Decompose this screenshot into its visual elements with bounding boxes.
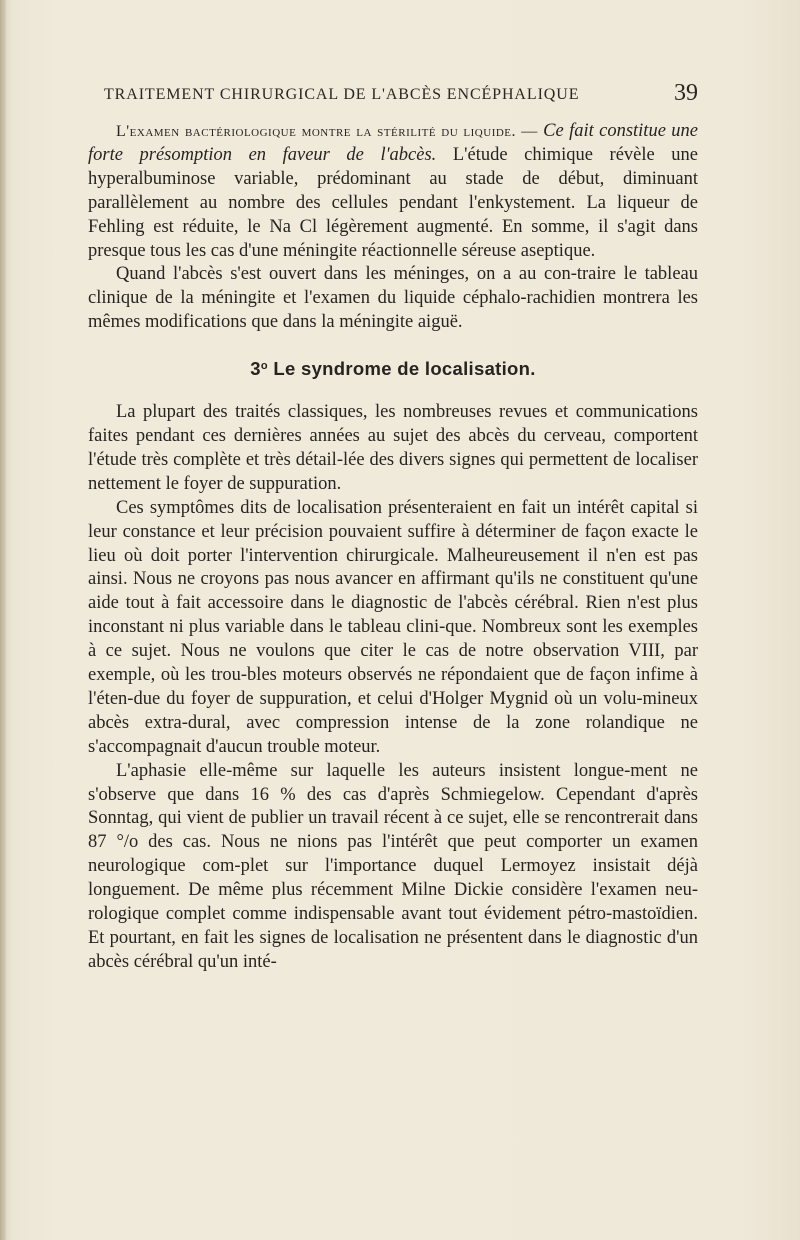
paragraph-localisation-symptoms: Ces symptômes dits de localisation présenteraient en fait un intérêt capital si leur constance et leur précision pouvaient suffire à déterminer de façon exacte le lieu où doit porter l'intervention chirurgicale. Malheureusement il n'en est pas ainsi. Nous ne croyons pas nous avancer en affirmant qu'ils ne constituent qu'une aide tout à fait accessoire dans le diagnostic de l'abcès cérébral. Rien n'est plus inconstant ni plus variable dans le tableau clini-que. Nombreux sont les exemples à ce sujet. Nous ne voulons que citer le cas de notre observation VIII, par exemple, où les trou-bles moteurs observés ne répondaient que de façon infime à l'éten-due du foyer de suppuration, et celui d'Holger Mygnid où un volu-mineux abcès extra-dural, avec compression intense de la zone rolandique ne s'accompagnait d'aucun trouble moteur. <box>88 497 698 757</box>
section-degree: o <box>260 360 268 373</box>
paragraph-lead: L'examen bactériologique montre la stérilité du liquide. — <box>116 123 538 140</box>
paragraph-meninges: Quand l'abcès s'est ouvert dans les méninges, on a au con-traire le tableau clinique de la méningite et l'examen du liquide céphalo-rachidien montrera les mêmes modifications que dans la méningite aiguë. <box>88 264 698 333</box>
page-number: 39 <box>674 80 698 106</box>
body-text <box>88 120 698 975</box>
section-title: Le syndrome de localisation. <box>267 358 536 380</box>
page-header <box>104 80 698 110</box>
paragraph-text: L'étude chimique révèle une hyperalbuminose variable, prédominant au stade de début, diminuant parallèlement au nombre des cellules pendant l'enkystement. La liqueur de Fehling est réduite, le Na Cl légèrement augmenté. En somme, il s'agit dans presque tous les cas d'une méningite réactionnelle séreuse aseptique. <box>88 144 699 261</box>
binding-edge <box>0 0 6 1240</box>
section-number: 3 <box>250 358 261 380</box>
paragraph-bacteriology <box>88 120 698 263</box>
paragraph-classical-treatises: La plupart des traités classiques, les nombreuses revues et communications faites pendant ces dernières années au sujet des abcès du cerveau, comportent l'étude très complète et très détail-lée des divers signes qui permettent de localiser nettement le foyer de suppuration. <box>88 402 698 494</box>
paragraph-aphasia: L'aphasie elle-même sur laquelle les auteurs insistent longue-ment ne s'observe que dans 16 % des cas d'après Schmiegelow. Cependant d'après Sonntag, qui vient de publier un travail récent à ce sujet, elle se rencontrerait dans 87 °/o des cas. Nous ne nions pas l'intérêt que peut comporter un examen neurologique com-plet sur l'importance duquel Lermoyez insistait déjà longuement. De même plus récemment Milne Dickie considère l'examen neu-rologique complet comme indispensable avant tout évidement pétro-mastoïdien. Et pourtant, en fait les signes de localisation ne présentent dans le diagnostic d'un abcès cérébral qu'un inté- <box>88 760 698 972</box>
running-title: TRAITEMENT CHIRURGICAL DE L'ABCÈS ENCÉPHALIQUE <box>104 86 580 103</box>
section-heading <box>88 355 698 381</box>
italic-statement: Ce fait constitue une forte présomption en faveur de l'abcès. <box>88 121 698 165</box>
